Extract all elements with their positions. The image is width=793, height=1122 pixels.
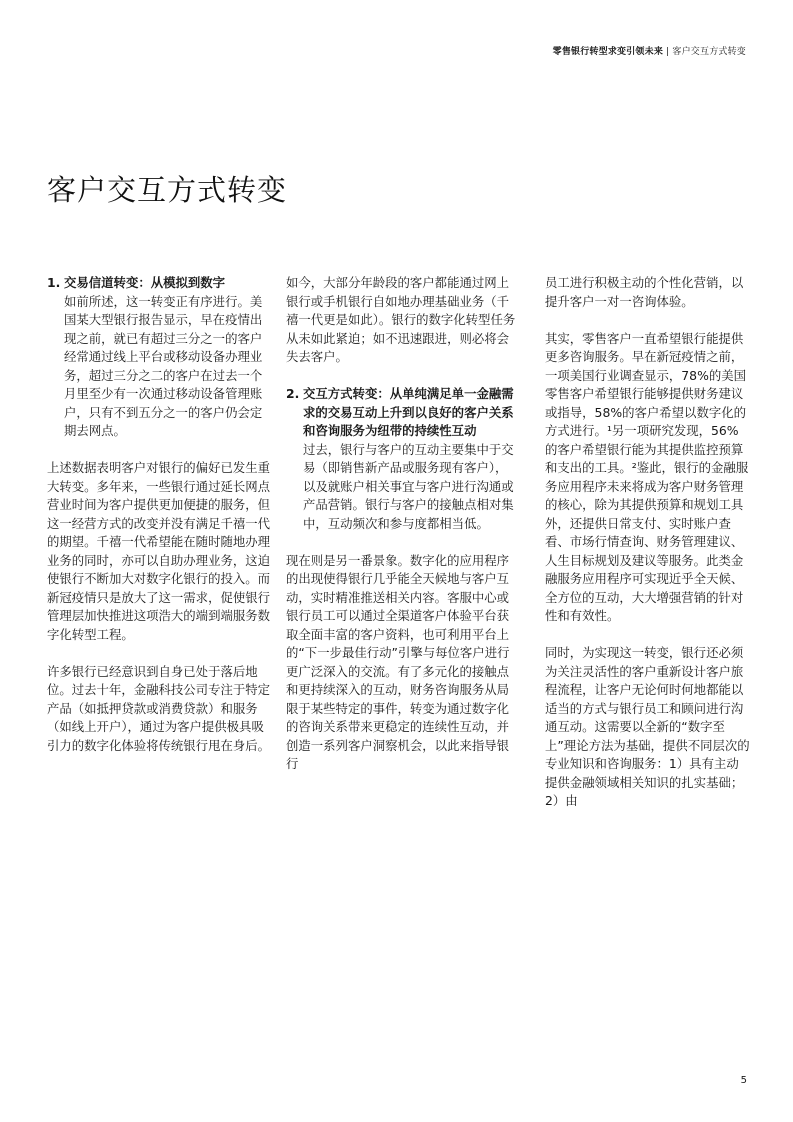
running-header bbox=[553, 44, 746, 57]
section-2-title: 交互方式转变：从单纯满足单一金融需求的交易互动上升到以良好的客户关系和咨询服务为纽带的持续性互动 bbox=[303, 386, 514, 438]
col3-paragraph-3: 同时，为实现这一转变，银行还必须为关注灵活性的客户重新设计客户旅程流程，让客户无论何时何地都能以适当的方式与银行员工和顾问进行沟通互动。这需要以全新的“数字至上”理论方法为基础，提供不同层次的专业知识和咨询服务：1）具有主动提供金融领域相关知识的扎实基础；2）由 bbox=[545, 645, 750, 808]
page-number: 5 bbox=[740, 1075, 747, 1086]
col2-paragraph-1: 如今，大部分年龄段的客户都能通过网上银行或手机银行自如地办理基础业务（千禧一代更是如此）。银行的数字化转型任务从未如此紧迫；如不迅速跟进，则必将会失去客户。 bbox=[286, 275, 516, 364]
column-1 bbox=[47, 274, 273, 774]
section-2-number: 2. bbox=[286, 386, 300, 401]
section-1-paragraph: 如前所述，这一转变正有序进行。美国某大型银行报告显示，早在疫情出现之前，就已有超过三分之一的客户经常通过线上平台或移动设备办理业务，超过三分之二的客户在过去一个月里至少有一次通过移动设备管理账户，只有不到五分之一的客户仍会定期去网点。 bbox=[64, 293, 263, 438]
col2-paragraph-3: 现在则是另一番景象。数字化的应用程序的出现使得银行几乎能全天候地与客户互动，实时精准推送相关内容。客服中心或银行员工可以通过全渠道客户体验平台获取全面丰富的客户资料，也可利用平台上的“下一步最佳行动”引擎与每位客户进行更广泛深入的交流。有了多元化的接触点和更持续深入的互动，财务咨询服务从局限于某些特定的事件，转变为通过数字化的咨询关系带来更稳定的连续性互动，并创造一系列客户洞察机会，以此来指导银行 bbox=[286, 552, 510, 771]
header-section-title: 客户交互方式转变 bbox=[672, 47, 746, 57]
column-3 bbox=[545, 274, 750, 829]
col1-paragraph-2: 上述数据表明客户对银行的偏好已发生重大转变。多年来，一些银行通过延长网点营业时间为客户提供更加便捷的服务，但这一经营方式的改变并没有满足千禧一代的期望。千禧一代希望能在随时随地办理业务的同时，亦可以自助办理业务，这迫使银行不断加大对数字化银行的投入。而新冠疫情只是放大了这一需求，促使银行管理层加快推进这项浩大的端到端服务数字化转型工程。 bbox=[47, 460, 271, 642]
section-2-paragraph: 过去，银行与客户的互动主要集中于交易（即销售新产品或服务现有客户），以及就账户相关事宜与客户进行沟通或产品营销。银行与客户的接触点相对集中，互动频次和参与度都相当低。 bbox=[303, 441, 514, 531]
section-1 bbox=[47, 274, 273, 441]
page-title: 客户交互方式转变 bbox=[47, 173, 288, 207]
column-2 bbox=[286, 274, 516, 792]
col3-paragraph-2: 其实，零售客户一直希望银行能提供更多咨询服务。早在新冠疫情之前，一项美国行业调查显示，78%的美国零售客户希望银行能够提供财务建议或指导，58%的客户希望以数字化的方式进行。¹另一项研究发现，56%的客户希望银行能为其提供监控预算和支出的工具。²鉴此，银行的金融服务应用程序未来将成为客户财务管理的核心，除为其提供预算和规划工具外，还提供日常支付、实时账户查看、市场行情查询、财务管理建议、人生目标规划及建议等服务。此类金融服务应用程序可实现近乎全天候、全方位的互动，大大增强营销的针对性和有效性。 bbox=[545, 330, 749, 623]
col3-paragraph-1: 员工进行积极主动的个性化营销，以提升客户一对一咨询体验。 bbox=[545, 275, 744, 309]
header-report-title: 零售银行转型求变引领未来 bbox=[552, 47, 664, 57]
section-2 bbox=[286, 385, 516, 533]
col1-paragraph-3: 许多银行已经意识到自身已处于落后地位。过去十年，金融科技公司专注于特定产品（如抵押贷款或消费贷款）和服务（如线上开户），通过为客户提供极具吸引力的数字化体验将传统银行甩在身后。 bbox=[47, 663, 271, 753]
section-1-number: 1. bbox=[47, 275, 61, 290]
section-1-title: 交易信道转变：从模拟到数字 bbox=[64, 275, 226, 290]
header-separator: | bbox=[663, 47, 673, 57]
